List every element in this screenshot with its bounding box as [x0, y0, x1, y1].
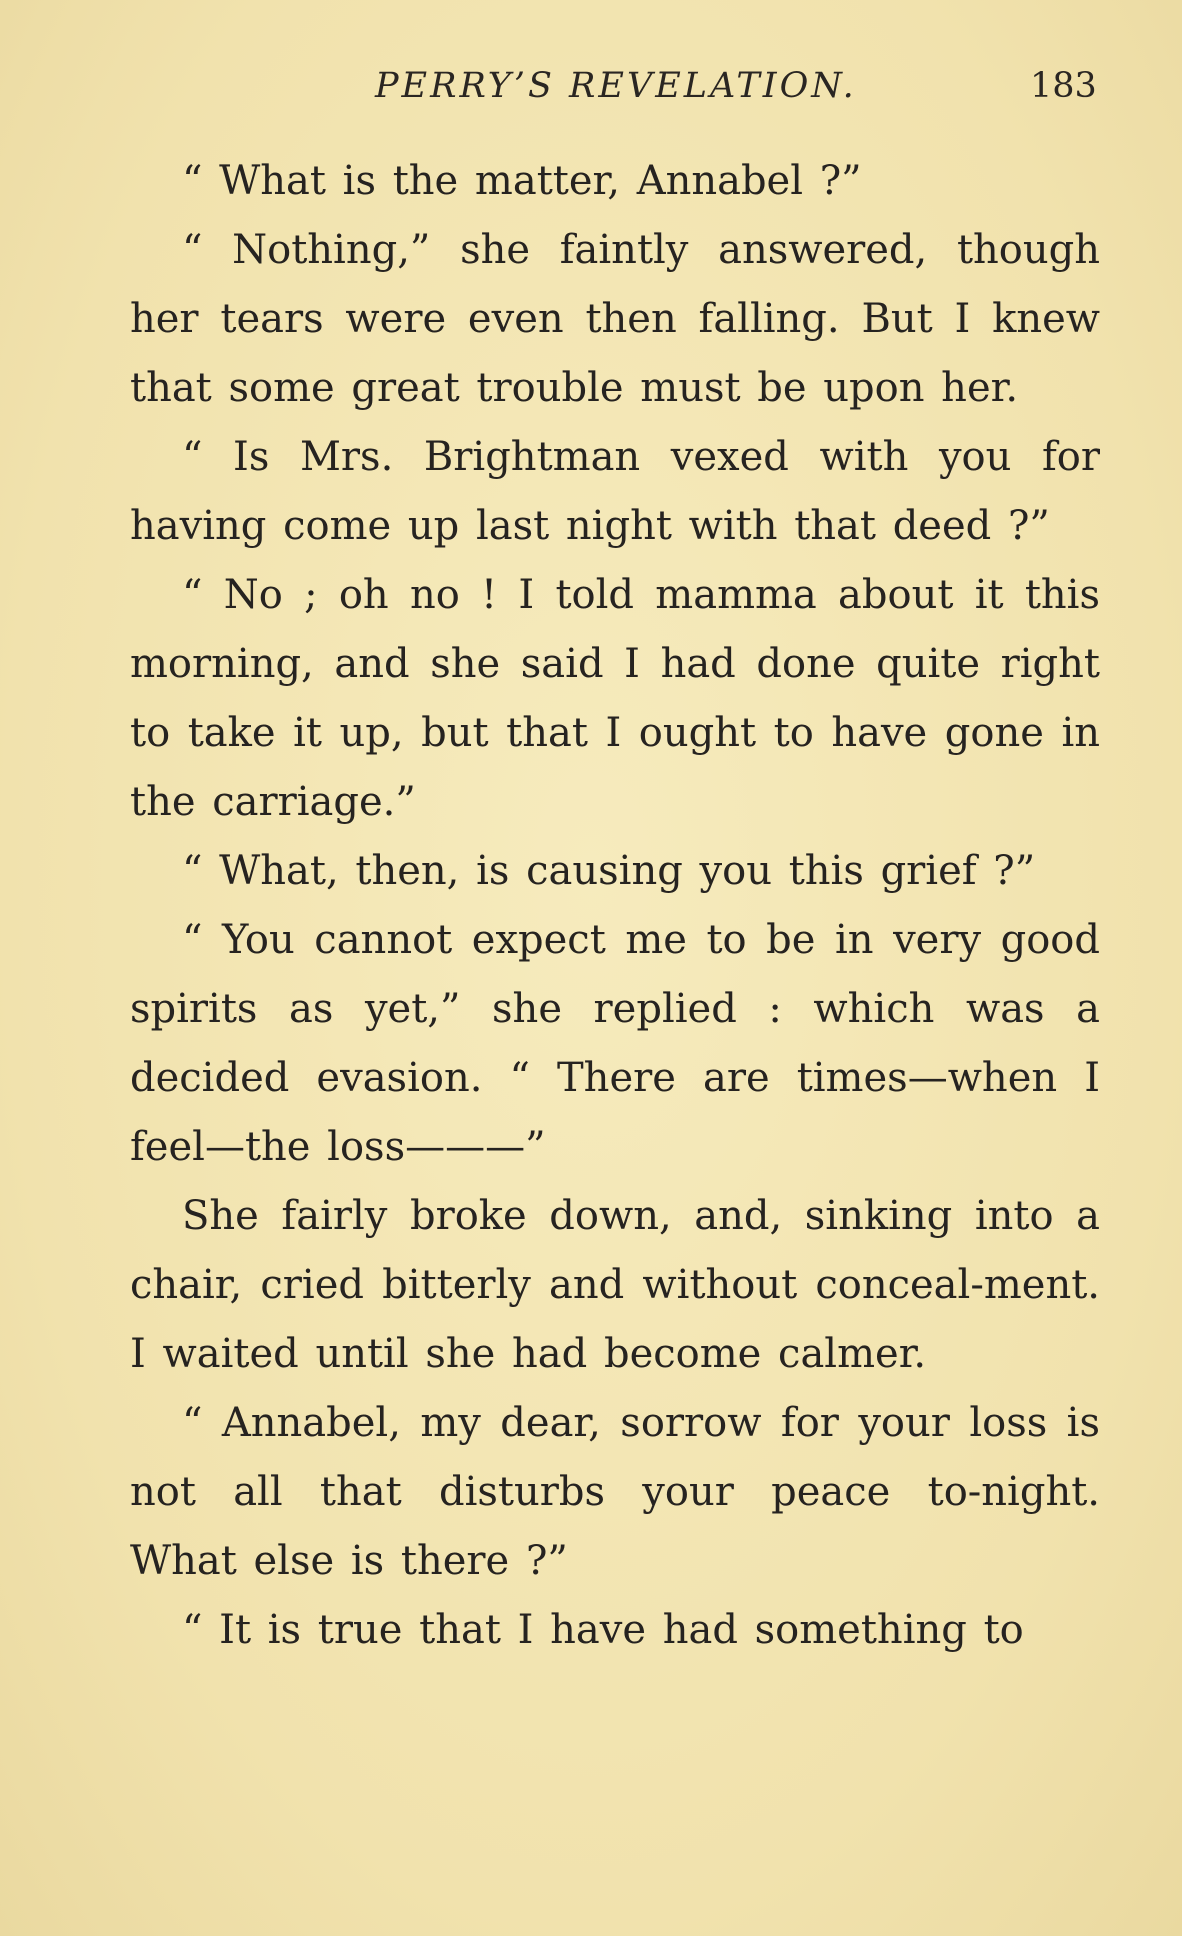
paragraph: “ Nothing,” she faintly answered, though her tears were even then falling. But I knew that some great trouble must be upon her.	[130, 227, 1100, 411]
paragraph: She fairly broke down, and, sinking into a chair, cried bitterly and without conceal-ment. I waited until she had become calmer.	[130, 1193, 1100, 1377]
paragraph: “ It is true that I have had something to	[182, 1607, 1024, 1653]
page-header	[0, 62, 1182, 122]
paragraph: “ Is Mrs. Brightman vexed with you for having come up last night with that deed ?”	[130, 434, 1100, 549]
paragraph: “ What is the matter, Annabel ?”	[182, 158, 862, 204]
running-title: PERRY’S REVELATION.	[375, 66, 857, 106]
paragraph: “ You cannot expect me to be in very good spirits as yet,” she replied : which was a decided evasion. “ There are times—when I feel—the loss———”	[130, 917, 1100, 1170]
page-number: 183	[1030, 66, 1097, 106]
paragraph: “ What, then, is causing you this grief ?”	[182, 848, 1036, 894]
paragraph: “ No ; oh no ! I told mamma about it this morning, and she said I had done quite right to take it up, but that I ought to have gone in the carriage.”	[130, 572, 1100, 825]
paragraph: “ Annabel, my dear, sorrow for your loss is not all that disturbs your peace to-night. What else is there ?”	[130, 1400, 1100, 1584]
body-text	[130, 147, 1100, 1665]
